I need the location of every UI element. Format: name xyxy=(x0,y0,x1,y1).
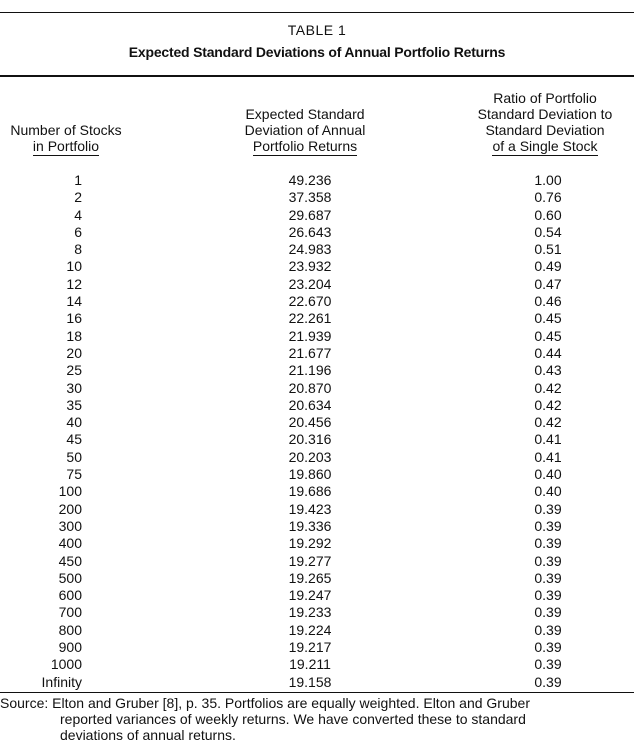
title-rule xyxy=(0,75,634,77)
cell-number-of-stocks: 50 xyxy=(66,448,82,465)
table-row xyxy=(0,483,634,500)
table-row xyxy=(0,362,634,379)
cell-number-of-stocks: 40 xyxy=(66,414,82,431)
source-note xyxy=(0,695,634,743)
cell-number-of-stocks: 4 xyxy=(74,206,82,223)
cell-ratio: 0.60 xyxy=(534,206,562,223)
cell-number-of-stocks: Infinity xyxy=(41,673,82,690)
cell-ratio: 0.42 xyxy=(534,396,562,413)
cell-number-of-stocks: 25 xyxy=(66,362,82,379)
table-row xyxy=(0,449,634,466)
cell-expected-std-dev: 19.336 xyxy=(288,517,332,534)
cell-expected-std-dev: 21.677 xyxy=(288,344,332,361)
top-rule xyxy=(0,12,634,13)
cell-expected-std-dev: 19.686 xyxy=(288,483,332,500)
table-row xyxy=(0,518,634,535)
table-row xyxy=(0,189,634,206)
table-row xyxy=(0,639,634,656)
cell-number-of-stocks: 100 xyxy=(58,483,82,500)
cell-ratio: 0.40 xyxy=(534,483,562,500)
cell-expected-std-dev: 21.196 xyxy=(288,362,332,379)
cell-expected-std-dev: 19.158 xyxy=(288,673,332,690)
table-row xyxy=(0,397,634,414)
table-row xyxy=(0,604,634,621)
table-row xyxy=(0,587,634,604)
cell-ratio: 0.42 xyxy=(534,414,562,431)
cell-ratio: 0.45 xyxy=(534,310,562,327)
cell-number-of-stocks: 1000 xyxy=(50,656,82,673)
cell-expected-std-dev: 22.670 xyxy=(288,293,332,310)
cell-ratio: 0.41 xyxy=(534,431,562,448)
cell-number-of-stocks: 1 xyxy=(74,172,82,188)
table-row xyxy=(0,570,634,587)
source-line: reported variances of weekly returns. We have converted these to standard xyxy=(60,711,526,727)
table-row xyxy=(0,674,634,691)
cell-ratio: 0.43 xyxy=(534,362,562,379)
table-row xyxy=(0,258,634,275)
header-line: of a Single Stock xyxy=(492,138,598,154)
cell-ratio: 0.51 xyxy=(534,241,562,258)
cell-ratio: 0.46 xyxy=(534,293,562,310)
cell-ratio: 0.40 xyxy=(534,466,562,483)
table-caption: Expected Standard Deviations of Annual Portfolio Returns xyxy=(128,44,506,60)
cell-ratio: 0.76 xyxy=(534,189,562,206)
cell-number-of-stocks: 700 xyxy=(58,604,82,621)
source-line: Source: Elton and Gruber [8], p. 35. Portfolios are equally weighted. Elton and Gruber xyxy=(0,695,530,711)
cell-expected-std-dev: 23.932 xyxy=(288,258,332,275)
cell-number-of-stocks: 75 xyxy=(66,466,82,483)
header-line: Expected Standard xyxy=(245,106,365,122)
cell-ratio: 0.39 xyxy=(534,621,562,638)
cell-expected-std-dev: 19.217 xyxy=(288,639,332,656)
cell-ratio: 0.39 xyxy=(534,639,562,656)
cell-number-of-stocks: 30 xyxy=(66,379,82,396)
cell-expected-std-dev: 19.277 xyxy=(288,552,332,569)
cell-number-of-stocks: 500 xyxy=(58,569,82,586)
table-row xyxy=(0,328,634,345)
cell-ratio: 0.45 xyxy=(534,327,562,344)
cell-number-of-stocks: 10 xyxy=(66,258,82,275)
cell-number-of-stocks: 450 xyxy=(58,552,82,569)
cell-number-of-stocks: 300 xyxy=(58,517,82,534)
table-row xyxy=(0,501,634,518)
table-row xyxy=(0,276,634,293)
cell-ratio: 0.44 xyxy=(534,344,562,361)
cell-ratio: 0.39 xyxy=(534,552,562,569)
cell-ratio: 0.39 xyxy=(534,673,562,690)
cell-number-of-stocks: 2 xyxy=(74,189,82,206)
source-line: deviations of annual returns. xyxy=(60,727,236,743)
header-expected-std-dev xyxy=(220,106,390,156)
cell-number-of-stocks: 35 xyxy=(66,396,82,413)
table-row xyxy=(0,622,634,639)
cell-ratio: 0.39 xyxy=(534,569,562,586)
cell-number-of-stocks: 6 xyxy=(74,223,82,240)
cell-expected-std-dev: 22.261 xyxy=(288,310,332,327)
cell-ratio: 0.39 xyxy=(534,587,562,604)
table-row xyxy=(0,345,634,362)
cell-expected-std-dev: 20.456 xyxy=(288,414,332,431)
header-line: Portfolio Returns xyxy=(252,138,358,154)
cell-expected-std-dev: 23.204 xyxy=(288,275,332,292)
cell-expected-std-dev: 19.224 xyxy=(288,621,332,638)
table-row xyxy=(0,431,634,448)
table-label: TABLE 1 xyxy=(287,22,347,38)
cell-ratio: 0.39 xyxy=(534,656,562,673)
cell-number-of-stocks: 800 xyxy=(58,621,82,638)
cell-expected-std-dev: 20.870 xyxy=(288,379,332,396)
table-row xyxy=(0,466,634,483)
cell-ratio: 0.39 xyxy=(534,535,562,552)
cell-ratio: 1.00 xyxy=(534,172,562,188)
cell-number-of-stocks: 18 xyxy=(66,327,82,344)
header-line: Ratio of Portfolio xyxy=(493,90,597,106)
header-number-of-stocks xyxy=(0,122,132,156)
cell-expected-std-dev: 24.983 xyxy=(288,241,332,258)
table-row xyxy=(0,172,634,189)
table-row xyxy=(0,656,634,673)
cell-ratio: 0.39 xyxy=(534,604,562,621)
cell-ratio: 0.47 xyxy=(534,275,562,292)
cell-ratio: 0.39 xyxy=(534,500,562,517)
cell-expected-std-dev: 29.687 xyxy=(288,206,332,223)
table-row xyxy=(0,535,634,552)
header-line: Deviation of Annual xyxy=(244,122,366,138)
cell-number-of-stocks: 200 xyxy=(58,500,82,517)
cell-number-of-stocks: 20 xyxy=(66,344,82,361)
bottom-rule xyxy=(0,692,634,693)
table-body xyxy=(0,172,634,691)
cell-number-of-stocks: 45 xyxy=(66,431,82,448)
cell-expected-std-dev: 26.643 xyxy=(288,223,332,240)
cell-expected-std-dev: 19.233 xyxy=(288,604,332,621)
header-line: in Portfolio xyxy=(32,138,100,154)
cell-ratio: 0.42 xyxy=(534,379,562,396)
cell-expected-std-dev: 19.265 xyxy=(288,569,332,586)
cell-ratio: 0.39 xyxy=(534,517,562,534)
cell-expected-std-dev: 19.247 xyxy=(288,587,332,604)
cell-number-of-stocks: 600 xyxy=(58,587,82,604)
cell-expected-std-dev: 20.316 xyxy=(288,431,332,448)
cell-expected-std-dev: 19.211 xyxy=(289,656,331,673)
table-row xyxy=(0,293,634,310)
cell-expected-std-dev: 20.634 xyxy=(288,396,332,413)
cell-number-of-stocks: 12 xyxy=(66,275,82,292)
cell-expected-std-dev: 49.236 xyxy=(288,172,332,188)
cell-expected-std-dev: 19.423 xyxy=(288,500,332,517)
table-row xyxy=(0,207,634,224)
cell-expected-std-dev: 19.292 xyxy=(288,535,332,552)
table-row xyxy=(0,310,634,327)
cell-expected-std-dev: 21.939 xyxy=(288,327,332,344)
cell-number-of-stocks: 14 xyxy=(66,293,82,310)
table-row xyxy=(0,241,634,258)
header-line: Standard Deviation to xyxy=(477,106,613,122)
cell-ratio: 0.54 xyxy=(534,223,562,240)
header-line: Number of Stocks xyxy=(10,122,122,138)
cell-expected-std-dev: 19.860 xyxy=(288,466,332,483)
cell-expected-std-dev: 20.203 xyxy=(288,448,332,465)
header-line: Standard Deviation xyxy=(485,122,605,138)
cell-number-of-stocks: 8 xyxy=(74,241,82,258)
cell-number-of-stocks: 900 xyxy=(58,639,82,656)
cell-number-of-stocks: 400 xyxy=(58,535,82,552)
header-ratio xyxy=(455,90,634,156)
cell-ratio: 0.49 xyxy=(534,258,562,275)
cell-expected-std-dev: 37.358 xyxy=(288,189,332,206)
table-row xyxy=(0,224,634,241)
table-row xyxy=(0,553,634,570)
cell-ratio: 0.41 xyxy=(534,448,562,465)
table-row xyxy=(0,414,634,431)
cell-number-of-stocks: 16 xyxy=(66,310,82,327)
table-row xyxy=(0,380,634,397)
